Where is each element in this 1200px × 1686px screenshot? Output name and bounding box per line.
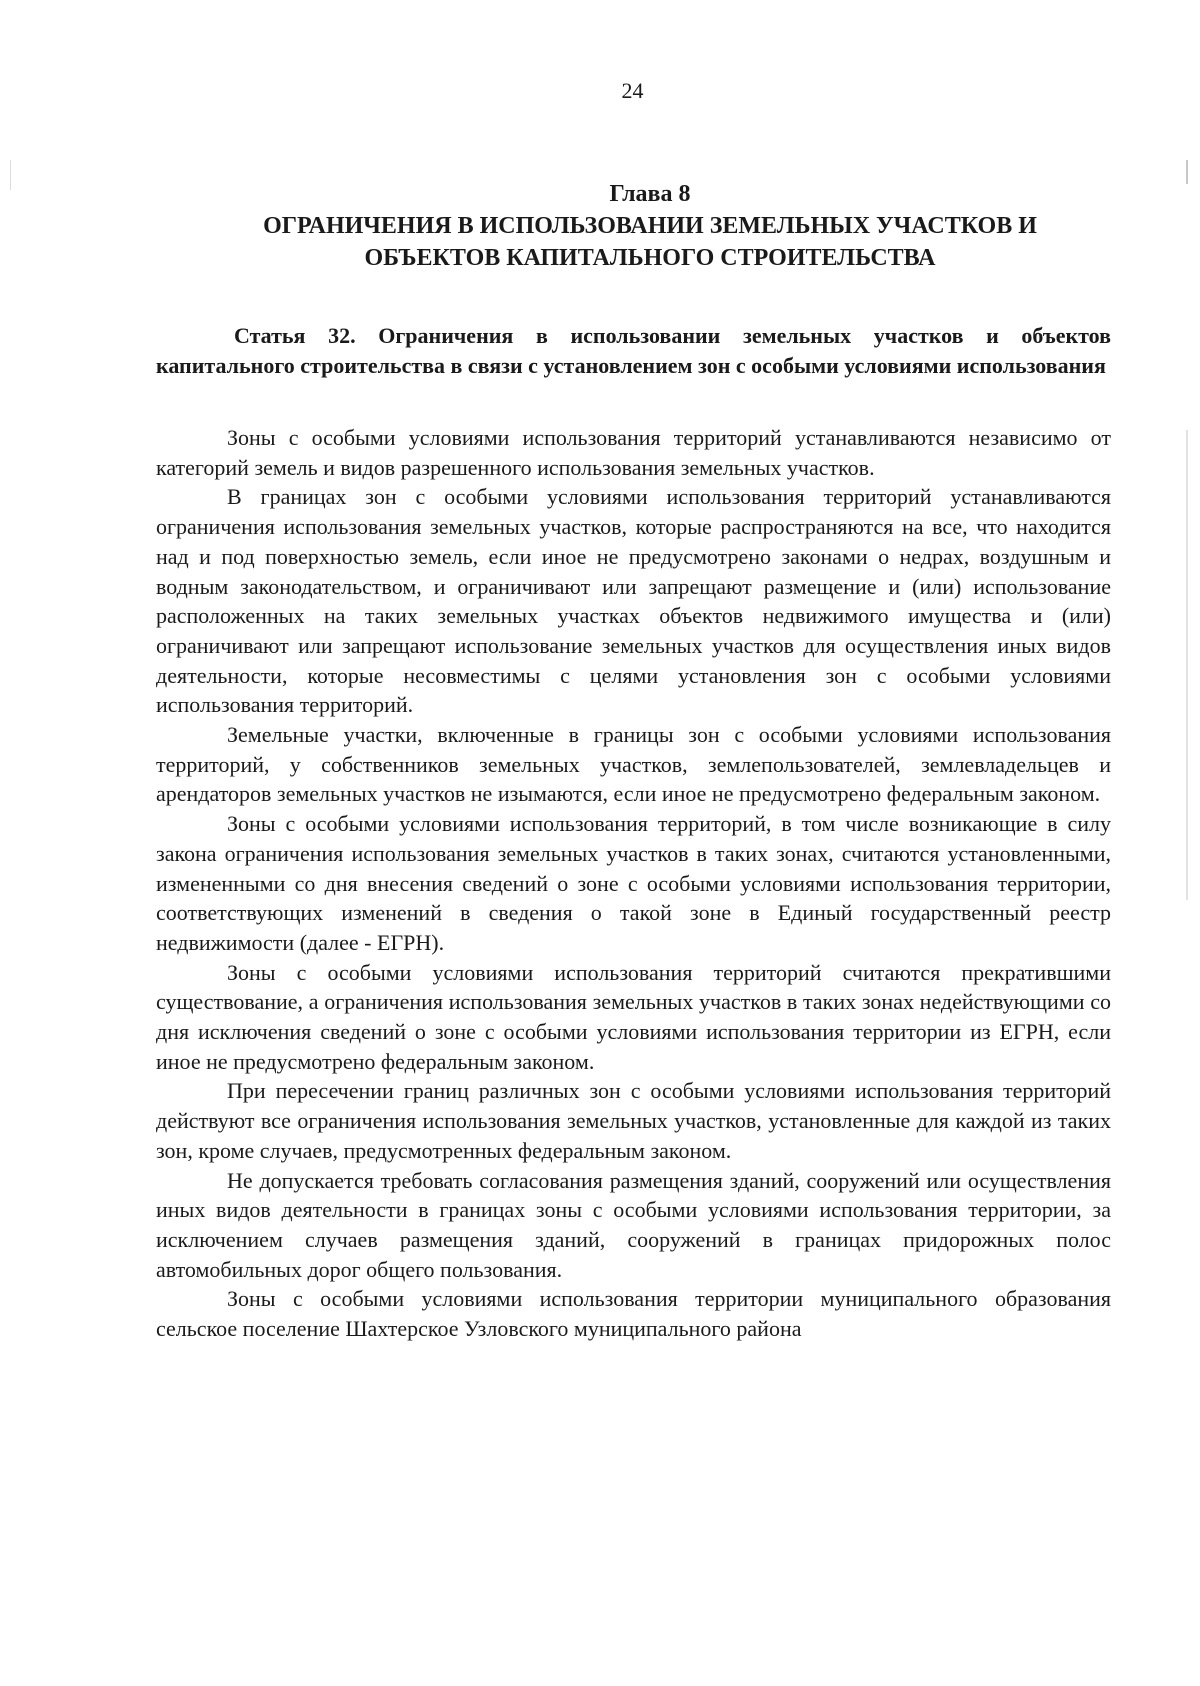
chapter-number: Глава 8 [609,181,691,207]
chapter-title-line-1: ОГРАНИЧЕНИЯ В ИСПОЛЬЗОВАНИИ ЗЕМЕЛЬНЫХ УЧАСТКОВ И [263,213,1037,239]
article-body [156,423,1111,1344]
paragraph: Земельные участки, включенные в границы зон с особыми условиями использования территорий, у собственников земельных участков, землепользователей, землевладельцев и арендаторов земельных участков не изымаются, если иное не предусмотрено федеральным законом. [156,722,1111,807]
scan-edge-mark [10,160,11,190]
page-number: 24 [621,78,644,103]
paragraph: При пересечении границ различных зон с особыми условиями использования территорий действуют все ограничения использования земельных участков, установленные для каждой из таких зон, кроме случаев, предусмотренных федеральным законом. [156,1078,1111,1163]
paragraph: В границах зон с особыми условиями использования территорий устанавливаются ограничения использования земельных участков, которые распространяются на все, что находится над и под поверхностью земель, если иное не предусмотрено законами о недрах, воздушным и водным законодательством, и ограничивают или запрещают размещение и (или) использование расположенных на таких земельных участках объектов недвижимого имущества и (или) ограничивают или запрещают использование земельных участков для осуществления иных видов деятельности, которые несовместимы с целями установления зон с особыми условиями использования территорий. [156,484,1111,718]
paragraph: Не допускается требовать согласования размещения зданий, сооружений или осуществления иных видов деятельности в границах зоны с особыми условиями использования территории, за исключением случаев размещения зданий, сооружений в границах придорожных полос автомобильных дорог общего пользования. [156,1167,1111,1282]
paragraph: Зоны с особыми условиями использования территории муниципального образования сельское поселение Шахтерское Узловского муниципального района [156,1286,1111,1342]
paragraph: Зоны с особыми условиями использования территорий считаются прекратившими существование, а ограничения использования земельных участков в таких зонах недействующими со дня исключения сведений о зоне с особыми условиями использования территории из ЕГРН, если иное не предусмотрено федеральным законом. [156,959,1111,1074]
paragraph: Зоны с особыми условиями использования территорий, в том числе возникающие в силу закона ограничения использования земельных участков в таких зонах, считаются установленными, измененными со дня внесения сведений о зоне с особыми условиями использования территории, соответствующих изменений в сведения о такой зоне в Единый государственный реестр недвижимости (далее - ЕГРН). [156,811,1111,955]
scan-edge-mark [1186,160,1188,184]
chapter-title-line-2: ОБЪЕКТОВ КАПИТАЛЬНОГО СТРОИТЕЛЬСТВА [364,245,936,271]
chapter-heading [230,178,1070,274]
article-heading: Статья 32. Ограничения в использовании земельных участков и объектов капитального строительства в связи с установлением зон с особыми условиями использования [156,323,1111,378]
paragraph: Зоны с особыми условиями использования территорий устанавливаются независимо от категорий земель и видов разрешенного использования земельных участков. [156,425,1111,480]
scan-edge-mark [1186,430,1188,900]
